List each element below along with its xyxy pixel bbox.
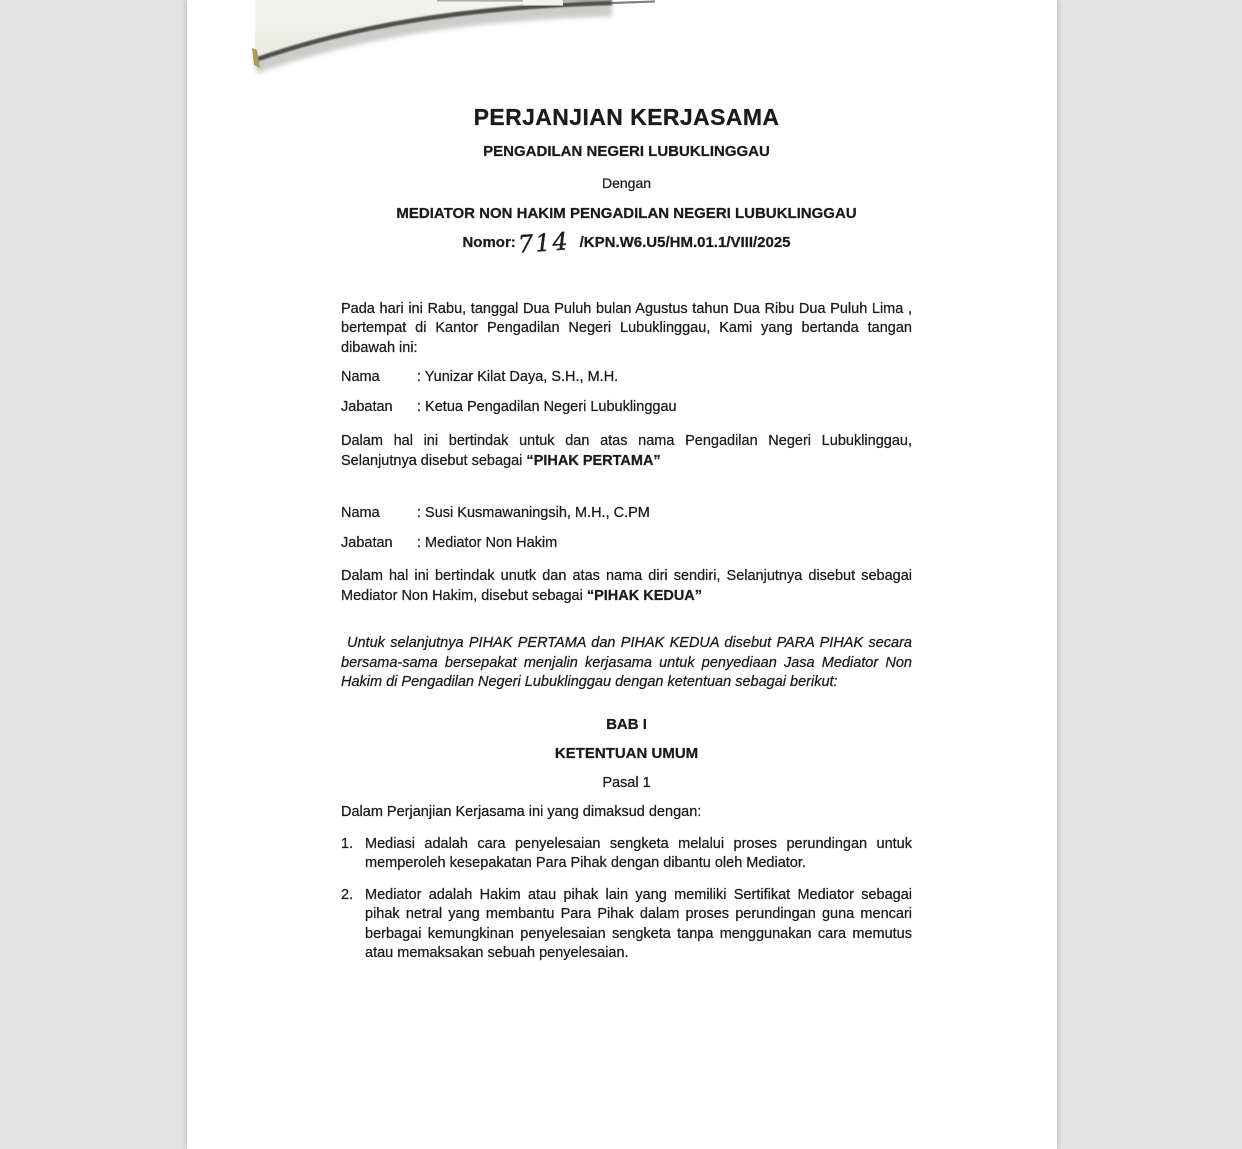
nama-value: : Susi Kusmawaningsih, M.H., C.PM bbox=[417, 505, 650, 521]
jabatan-label: Jabatan bbox=[341, 534, 393, 551]
nomor-label: Nomor: bbox=[462, 233, 516, 251]
party-first-identity bbox=[341, 368, 912, 417]
nama-label: Nama bbox=[341, 505, 380, 521]
definitions-list bbox=[341, 835, 912, 964]
counterparty-name: MEDIATOR NON HAKIM PENGADILAN NEGERI LUBUKLINGGAU bbox=[396, 205, 857, 222]
nama-label: Nama bbox=[341, 369, 380, 385]
court-name: PENGADILAN NEGERI LUBUKLINGGAU bbox=[483, 143, 770, 160]
pihak-pertama-term: “PIHAK PERTAMA” bbox=[526, 452, 661, 469]
party-second-clause-text: Dalam hal ini bertindak unutk dan atas nama diri sendiri, Selanjutnya disebut sebagai Mediator Non Hakim, disebut sebagai bbox=[341, 568, 912, 604]
party-first-clause-text: Dalam hal ini bertindak untuk dan atas nama Pengadilan Negeri Lubuklinggau, Selanjutnya disebut sebagai bbox=[341, 433, 912, 469]
jabatan-label: Jabatan bbox=[341, 398, 393, 415]
document-title: PERJANJIAN KERJASAMA bbox=[473, 104, 780, 130]
party-second-nama-row bbox=[341, 504, 912, 524]
nomor-reference: /KPN.W6.U5/HM.01.1/VIII/2025 bbox=[579, 233, 791, 251]
party-first-jabatan-row bbox=[341, 398, 912, 418]
party-second-identity bbox=[341, 504, 912, 553]
nama-value: : Yunizar Kilat Daya, S.H., M.H. bbox=[417, 369, 619, 385]
party-first-clause bbox=[341, 432, 912, 471]
nomor-number-handwritten: 714 bbox=[516, 226, 571, 259]
definitions-intro: Dalam Perjanjian Kerjasama ini yang dimaksud dengan: bbox=[341, 804, 702, 820]
jabatan-value: : Ketua Pengadilan Negeri Lubuklinggau bbox=[417, 398, 677, 415]
bab-number: BAB I bbox=[606, 715, 647, 733]
connector-word: Dengan bbox=[601, 174, 652, 191]
party-second-jabatan-row bbox=[341, 534, 912, 554]
bab-title: KETENTUAN UMUM bbox=[554, 745, 699, 762]
party-second-clause bbox=[341, 567, 912, 606]
definition-item-text: Mediator adalah Hakim atau pihak lain yang memiliki Sertifikat Mediator sebagai pihak netral yang membantu Para Pihak dalam proses perundingan guna mencari berbagai kemungkinan penyelesaian sengketa tanpa menggunakan cara memutus atau memaksakan sebuah penyelesaian. bbox=[365, 886, 912, 961]
nomor-line bbox=[341, 226, 912, 260]
definition-item bbox=[341, 835, 912, 874]
pasal-number: Pasal 1 bbox=[602, 774, 651, 791]
party-first-nama-row bbox=[341, 368, 912, 388]
definition-item-number: 2. bbox=[341, 886, 354, 903]
opening-paragraph: Pada hari ini Rabu, tanggal Dua Puluh bulan Agustus tahun Dua Ribu Dua Puluh Lima , bertempat di Kantor Pengadilan Negeri Lubuklinggau, Kami yang bertanda tangan dibawah ini: bbox=[341, 300, 912, 356]
definition-item-number: 1. bbox=[341, 835, 354, 852]
joint-clause-paragraph: Untuk selanjutnya PIHAK PERTAMA dan PIHAK KEDUA disebut PARA PIHAK secara bersama-sama bersepakat menjalin kerjasama untuk penyediaan Jasa Mediator Non Hakim di Pengadilan Negeri Lubuklinggau dengan ketentuan sebagai berikut: bbox=[341, 635, 912, 690]
scanned-page bbox=[187, 0, 1057, 1149]
document-body bbox=[187, 0, 1057, 964]
jabatan-value: : Mediator Non Hakim bbox=[417, 534, 558, 551]
pihak-kedua-term: “PIHAK KEDUA” bbox=[586, 587, 703, 604]
definition-item-text: Mediasi adalah cara penyelesaian sengketa melalui proses perundingan untuk memperoleh kesepakatan Para Pihak dengan dibantu oleh Mediator. bbox=[365, 835, 912, 871]
definition-item bbox=[341, 886, 912, 964]
